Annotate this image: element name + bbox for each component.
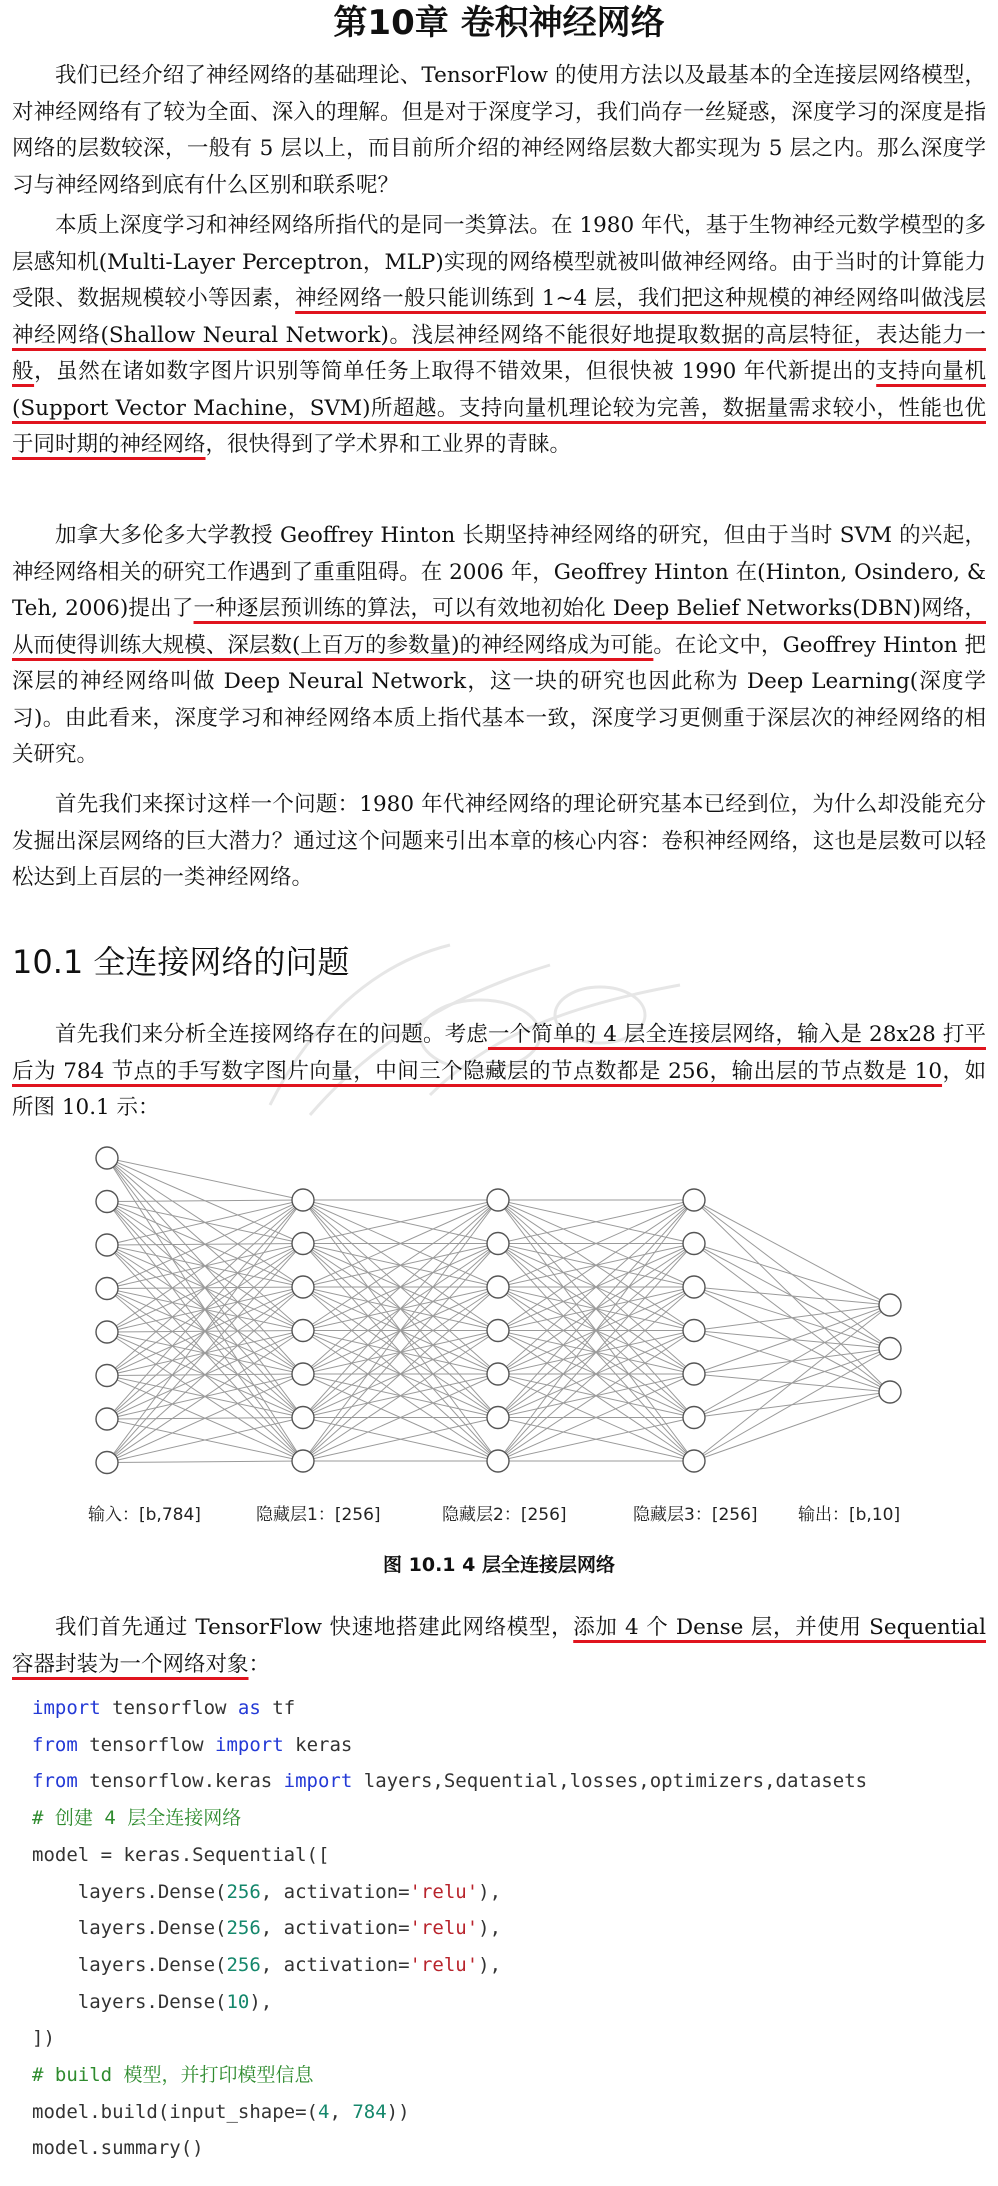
- code-line: model.build(input_shape=(4, 784)): [32, 2100, 410, 2123]
- neuron-node: [96, 1191, 118, 1213]
- code-block: [32, 1690, 982, 2167]
- neuron-node: [683, 1450, 705, 1472]
- connection-line: [107, 1200, 303, 1419]
- connection-line: [694, 1392, 890, 1461]
- code-line: import tensorflow as tf: [32, 1697, 296, 1719]
- code-comment: # build 模型，并打印模型信息: [32, 2064, 314, 2087]
- code-comment: # 创建 4 层全连接网络: [32, 1807, 242, 1830]
- neuron-node: [683, 1233, 705, 1255]
- neuron-node: [96, 1234, 118, 1256]
- code-line: from tensorflow.keras import layers,Sequential,losses,optimizers,datasets: [32, 1770, 868, 1793]
- code-line: model.summary(): [32, 2137, 204, 2160]
- neuron-node: [292, 1320, 314, 1342]
- paragraph-history: 本质上深度学习和神经网络所指代的是同一类算法。在 1980 年代，基于生物神经元数学模型的多层感知机(Multi-Layer Perceptron，MLP)实现的网络模型就被叫做神经网络。由于当时的计算能力受限、数据规模较小等因素，神经网络一般只能训练到 1~4 层，我们把这种规模的神经网络叫做浅层神经网络(Shallow Neural Network)。浅层神经网络不能很好地提取数据的高层特征，表达能力一般，虽然在诸如数字图片识别等简单任务上取得不错效果，但很快被 1990 年代新提出的支持向量机(Support Vector Machine，SVM)所超越。支持向量机理论较为完善，数据量需求较小，性能也优于同时期的神经网络，很快得到了学术界和工业界的青睐。: [12, 213, 986, 457]
- connection-line: [107, 1200, 303, 1289]
- neuron-node: [487, 1233, 509, 1255]
- underlined-text: 神经网络一般只能训练到 1~4 层，我们把这种规模的神经网络叫做浅层神经网络(Shallow Neural Network)。浅层神经网络不能很好地提取数据的高层特征，表达能力一般: [12, 286, 986, 384]
- neuron-node: [292, 1363, 314, 1385]
- code-line: from tensorflow import keras: [32, 1733, 353, 1756]
- connection-line: [107, 1331, 303, 1463]
- connection-line: [694, 1305, 890, 1418]
- code-line: ]): [32, 2027, 55, 2050]
- neuron-node: [487, 1407, 509, 1429]
- paragraph-question: 首先我们来探讨这样一个问题：1980 年代神经网络的理论研究基本已经到位，为什么却没能充分发掘出深层网络的巨大潜力？通过这个问题来引出本章的核心内容：卷积神经网络，这也是层数可以轻松达到上百层的一类神经网络。: [12, 792, 986, 890]
- chapter-title: 第10章 卷积神经网络: [333, 3, 665, 43]
- paragraph-tensorflow: 我们首先通过 TensorFlow 快速地搭建此网络模型，添加 4 个 Dense 层，并使用 Sequential 容器封装为一个网络对象：: [12, 1615, 986, 1677]
- code-line: layers.Dense(256, activation='relu'),: [32, 1917, 502, 1940]
- figure-caption: 图 10.1 4 层全连接层网络: [383, 1554, 615, 1576]
- code-line: layers.Dense(10),: [32, 1990, 273, 2013]
- section-title: 10.1 全连接网络的问题: [12, 943, 350, 981]
- neuron-node: [96, 1278, 118, 1300]
- neuron-node: [487, 1363, 509, 1385]
- network-diagram: [60, 1140, 940, 1530]
- layer-label-hidden3: 隐藏层3：[256]: [633, 1505, 758, 1525]
- code-line: layers.Dense(256, activation='relu'),: [32, 1880, 502, 1903]
- neuron-node: [292, 1189, 314, 1211]
- neuron-node: [683, 1407, 705, 1429]
- connection-line: [107, 1158, 303, 1200]
- connection-line: [107, 1374, 303, 1463]
- connection-line: [107, 1200, 303, 1376]
- connection-line: [107, 1244, 303, 1463]
- underlined-text: 一个简单的 4 层全连接层网络，输入是 28x28 打平后为 784 节点的手写数字图片向量，中间三个隐藏层的节点数都是 256，输出层的节点数是 10: [12, 1022, 986, 1084]
- neuron-node: [96, 1321, 118, 1343]
- neuron-node: [487, 1189, 509, 1211]
- neuron-node: [683, 1363, 705, 1385]
- neuron-node: [292, 1276, 314, 1298]
- paragraph-fc-network: 首先我们来分析全连接网络存在的问题。考虑一个简单的 4 层全连接层网络，输入是 28x28 打平后为 784 节点的手写数字图片向量，中间三个隐藏层的节点数都是 256，输出层的节点数是 10，如所图 10.1 示：: [12, 1022, 986, 1120]
- neuron-node: [683, 1189, 705, 1211]
- neuron-node: [487, 1276, 509, 1298]
- code-line: model = keras.Sequential([: [32, 1843, 330, 1866]
- neuron-node: [292, 1450, 314, 1472]
- connection-line: [107, 1287, 303, 1463]
- neuron-node: [879, 1381, 901, 1403]
- layer-label-input: 输入：[b,784]: [88, 1505, 201, 1525]
- neuron-node: [96, 1365, 118, 1387]
- connection-line: [107, 1418, 303, 1463]
- underlined-text: 支持向量机(Support Vector Machine，SVM)所超越。支持向量机理论较为完善，数据量需求较小，性能也优于同时期的神经网络: [12, 359, 986, 457]
- connection-line: [107, 1461, 303, 1463]
- neuron-node: [96, 1147, 118, 1169]
- neuron-node: [292, 1407, 314, 1429]
- neuron-node: [292, 1233, 314, 1255]
- code-line: layers.Dense(256, activation='relu'),: [32, 1953, 502, 1976]
- neuron-node: [487, 1320, 509, 1342]
- neuron-node: [879, 1294, 901, 1316]
- connection-line: [694, 1349, 890, 1462]
- neuron-node: [96, 1452, 118, 1474]
- underlined-text: 添加 4 个 Dense 层，并使用 Sequential 容器封装为一个网络对象: [12, 1615, 986, 1677]
- layer-label-hidden1: 隐藏层1：[256]: [256, 1505, 381, 1525]
- layer-label-hidden2: 隐藏层2：[256]: [442, 1505, 567, 1525]
- neuron-node: [683, 1320, 705, 1342]
- underlined-text: 一种逐层预训练的算法，可以有效地初始化 Deep Belief Networks(DBN)网络，从而使得训练大规模、深层数(上百万的参数量)的神经网络成为可能: [12, 596, 986, 658]
- connection-line: [107, 1200, 303, 1245]
- neuron-node: [487, 1450, 509, 1472]
- connection-line: [107, 1200, 303, 1332]
- connection-line: [107, 1200, 303, 1463]
- neuron-node: [683, 1276, 705, 1298]
- paragraph-intro: 我们已经介绍了神经网络的基础理论、TensorFlow 的使用方法以及最基本的全连接层网络模型，对神经网络有了较为全面、深入的理解。但是对于深度学习，我们尚存一丝疑惑，深度学习的深度是指网络的层数较深，一般有 5 层以上，而目前所介绍的神经网络层数大都实现为 5 层之内。那么深度学习与神经网络到底有什么区别和联系呢？: [12, 63, 986, 198]
- neuron-node: [96, 1408, 118, 1430]
- neuron-node: [879, 1338, 901, 1360]
- paragraph-hinton: 加拿大多伦多大学教授 Geoffrey Hinton 长期坚持神经网络的研究，但由于当时 SVM 的兴起，神经网络相关的研究工作遇到了重重阻碍。在 2006 年，Geoffrey Hinton 在(Hinton, Osindero, & Teh, 2006)提出了一种逐层预训练的算法，可以有效地初始化 Deep Belief Networks(DBN)网络，从而使得训练大规模、深层数(上百万的参数量)的神经网络成为可能。在论文中，Geoffrey Hinton 把深层的神经网络叫做 Deep Neural Network，这一块的研究也因此称为 Deep Learning(深度学习)。由此看来，深度学习和神经网络本质上指代基本一致，深度学习更侧重于深层次的神经网络的相关研究。: [12, 523, 986, 767]
- layer-label-output: 输出：[b,10]: [798, 1505, 901, 1525]
